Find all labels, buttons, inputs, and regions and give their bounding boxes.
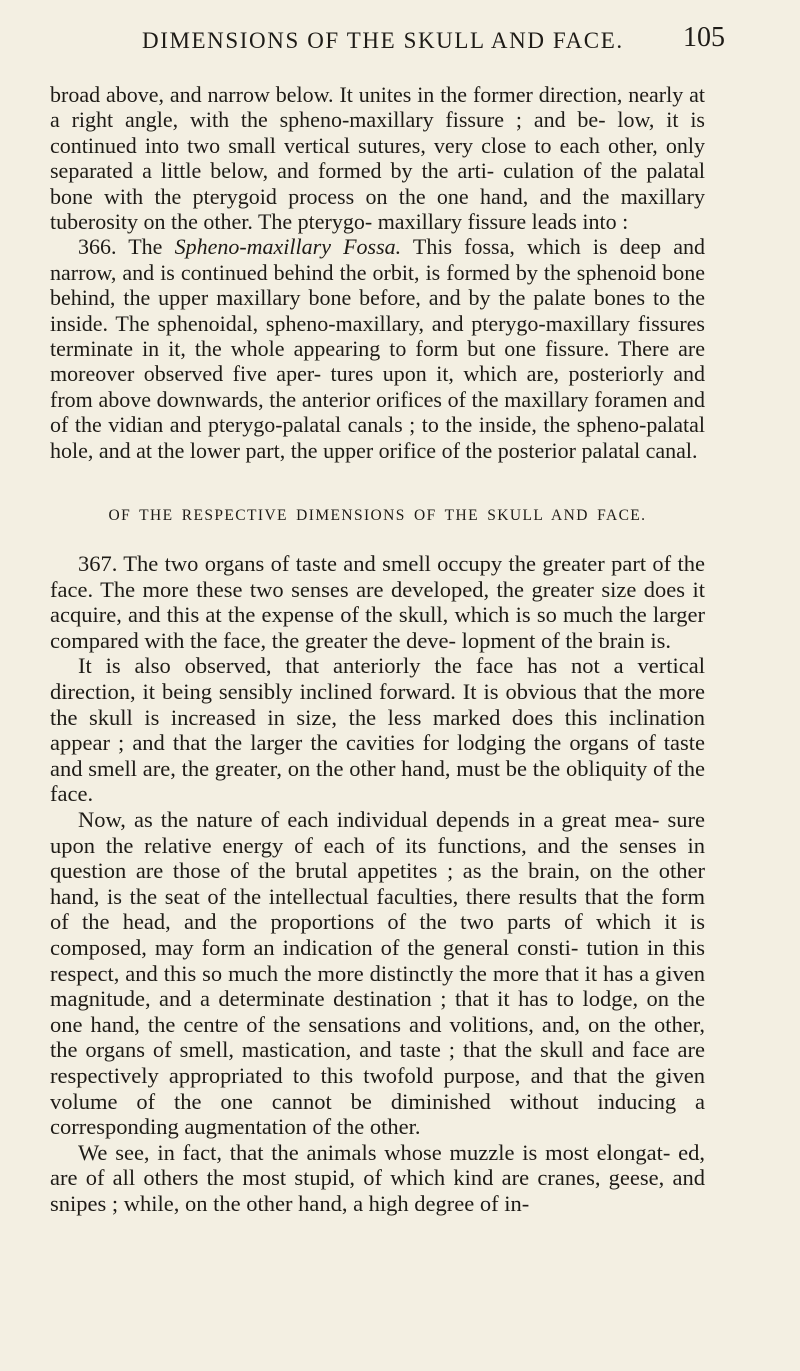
paragraph-367: 367. The two organs of taste and smell occupy the greater part of the face. The more these two senses are developed, the greater size does it acquire, and this at the expense of the skull, which is so much the larger compared with the face, the greater the deve- lopment of the brain is. (50, 551, 705, 653)
paragraph-number: 366. (78, 234, 117, 260)
book-page (50, 22, 725, 1217)
paragraph-inclination: It is also observed, that anteriorly the face has not a vertical direction, it being sensibly inclined forward. It is obvious that the more the skull is increased in size, the less marked does this inclination appear ; and that the larger the cavities for lodging the organs of taste and smell are, the greater, on the other hand, must be the obliquity of the face. (50, 653, 705, 807)
running-head (50, 22, 725, 66)
paragraph-continued: broad above, and narrow below. It unites in the former direction, nearly at a right angle, with the spheno-maxillary fissure ; and be- low, it is continued into two small vertical sutures, very close to each other, only separated a little below, and formed by the arti- culation of the palatal bone with the pterygoid process on the one hand, and the maxillary tuberosity on the other. The pterygo- maxillary fissure leads into : (50, 82, 705, 235)
page-number: 105 (683, 22, 725, 53)
section-heading: OF THE RESPECTIVE DIMENSIONS OF THE SKULL AND FACE. (108, 507, 647, 525)
paragraph-title: Spheno-maxillary Fossa. (174, 234, 402, 260)
section-dimensions (50, 551, 705, 1216)
paragraph-nature: Now, as the nature of each individual depends in a great mea- sure upon the relative energy of each of its functions, and the senses in question are those of the brutal appetites ; as the brain, on the other hand, is the seat of the intellectual faculties, there results that the form of the head, and the proportions of the two parts of which it is composed, may form an indication of the general consti- tution in this respect, and this so much the more distinctly the more that it has a given magnitude, and a determinate destination ; that it has to lodge, on the one hand, the centre of the sensations and volitions, and, on the other, the organs of smell, mastication, and taste ; that the skull and face are respectively appropriated to this twofold purpose, and that the given volume of the one cannot be diminished without inducing a corresponding augmentation of the other. (50, 807, 705, 1140)
paragraph-animals: We see, in fact, that the animals whose muzzle is most elongat- ed, are of all others the most stupid, of which kind are cranes, geese, and snipes ; while, on the other hand, a high degree of in- (50, 1139, 705, 1216)
paragraph-body: This fossa, which is deep and narrow, and is continued behind the orbit, is formed by the sphenoid bone behind, the upper maxillary bone before, and by the palate bones to the inside. The sphenoidal, spheno-maxillary, and pterygo-maxillary fissures terminate in it, the whole appearing to form but one fissure. There are moreover observed five aper- tures upon it, which are, posteriorly and from above downwards, the anterior orifices of the maxillary foramen and of the vidian and pterygo-palatal canals ; to the inside, the spheno-palatal hole, and at the lower part, the upper orifice of the posterior palatal canal. (50, 234, 706, 463)
paragraph-366 (50, 234, 705, 463)
section-fissure-description (50, 82, 705, 463)
paragraph-lead: The (128, 234, 163, 260)
running-title: DIMENSIONS OF THE SKULL AND FACE. (142, 28, 624, 53)
